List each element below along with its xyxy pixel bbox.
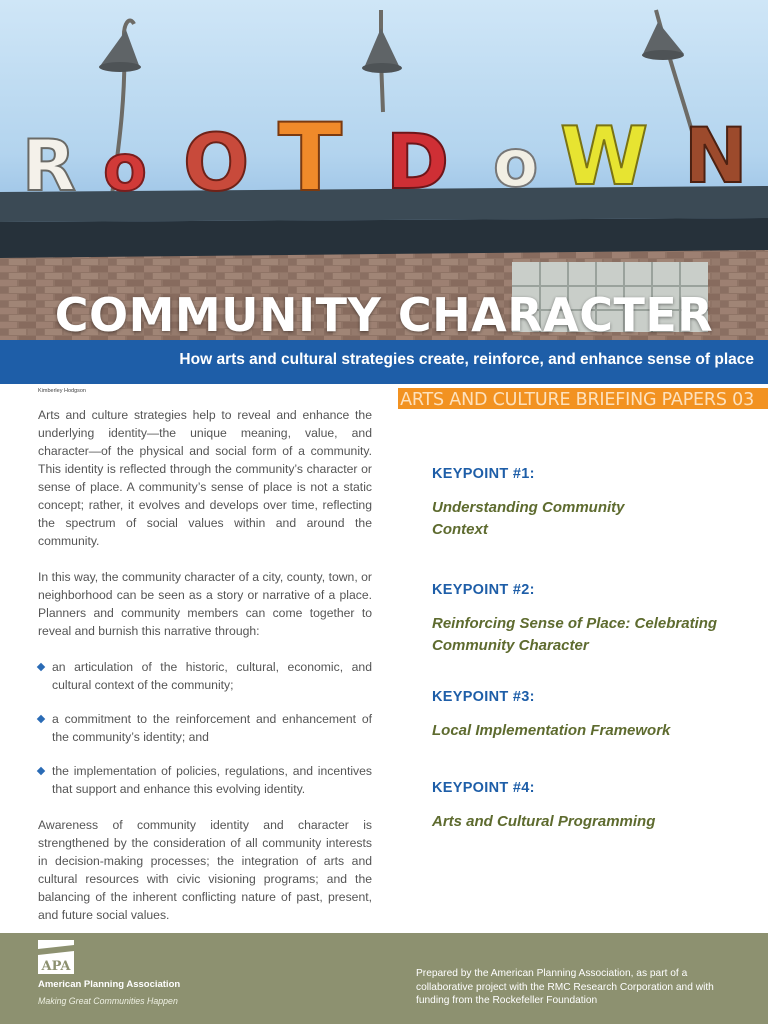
org-tagline: Making Great Communities Happen: [38, 996, 178, 1006]
lamp-center: [362, 10, 402, 112]
series-label: ARTS AND CULTURE BRIEFING PAPERS 03: [400, 390, 754, 409]
keypoint-title: Understanding Community Context: [432, 499, 625, 538]
keypoint-label: KEYPOINT #3:: [432, 689, 535, 705]
diamond-bullet-icon: [37, 715, 45, 723]
subtitle-band: [0, 340, 768, 384]
bullet-text: the implementation of policies, regulations, and incentives that support and enhance this evolving identity.: [52, 764, 372, 796]
body-paragraph: Awareness of community identity and character is strengthened by the consideration of all community interests in decision-making processes; the integration of arts and cultural resources with civic visioning programs; and the balancing of the inherent conflicting nature of past, present, and future social values.: [38, 818, 372, 922]
keypoint-4: [432, 780, 752, 833]
body-paragraph: In this way, the community character of a city, county, town, or neighborhood can be seen as a story or narrative of a place. Planners and community members can come together to reveal and burnish this narrative through:: [38, 570, 372, 638]
body-paragraph: Arts and culture strategies help to reveal and enhance the underlying identity—the unique meaning, value, and character—of the physical and social form of a community. This identity is reflected through the community’s character or sense of place. A community’s sense of place is not a static concept; rather, it evolves and develops over time, reflecting the spectrum of social values within and around the community.: [38, 408, 372, 548]
body-text: [38, 406, 372, 942]
keypoint-title: Local Implementation Framework: [432, 722, 671, 739]
sign-letter: o: [493, 125, 539, 202]
series-bar: [398, 388, 768, 409]
bullet-item: [38, 762, 372, 798]
footer: [0, 933, 768, 1024]
diamond-bullet-icon: [37, 663, 45, 671]
photo-credit: Kimberley Hodgson: [38, 388, 86, 394]
keypoint-label: KEYPOINT #2:: [432, 582, 535, 598]
keypoint-title: Reinforcing Sense of Place: Celebrating Community Character: [432, 615, 718, 654]
sign-letter: R: [22, 125, 76, 207]
apa-logo: [38, 940, 74, 974]
page-title: COMMUNITY CHARACTER: [54, 288, 714, 340]
keypoint-3: [432, 689, 752, 742]
apa-logo-text: APA: [41, 959, 71, 974]
keypoint-2: [432, 582, 752, 657]
hero-photo: [0, 0, 768, 340]
sign-letter: N: [684, 111, 748, 200]
sign-letter: O: [183, 119, 250, 209]
sign-letter: D: [386, 117, 450, 206]
credits-note: Prepared by the American Planning Association, as part of a collaborative project with the RMC Research Corporation and with funding from the Rockefeller Foundation: [416, 968, 714, 1006]
bullet-item: [38, 710, 372, 746]
bullet-item: [38, 658, 372, 694]
sign-letter: o: [103, 132, 147, 206]
bullet-text: an articulation of the historic, cultural, economic, and cultural context of the community;: [52, 660, 372, 692]
diamond-bullet-icon: [37, 767, 45, 775]
bullet-list: [38, 658, 372, 798]
keypoint-title: Arts and Cultural Programming: [432, 813, 656, 830]
keypoint-label: KEYPOINT #4:: [432, 780, 535, 796]
keypoint-1: [432, 466, 752, 541]
subtitle: How arts and cultural strategies create, reinforce, and enhance sense of place: [179, 351, 754, 368]
bullet-text: a commitment to the reinforcement and enhancement of the community’s identity; and: [52, 712, 372, 744]
sign-letter: W: [560, 110, 649, 203]
org-name: American Planning Association: [38, 979, 181, 990]
keypoint-label: KEYPOINT #1:: [432, 466, 535, 482]
sign-letter: T: [278, 104, 343, 213]
